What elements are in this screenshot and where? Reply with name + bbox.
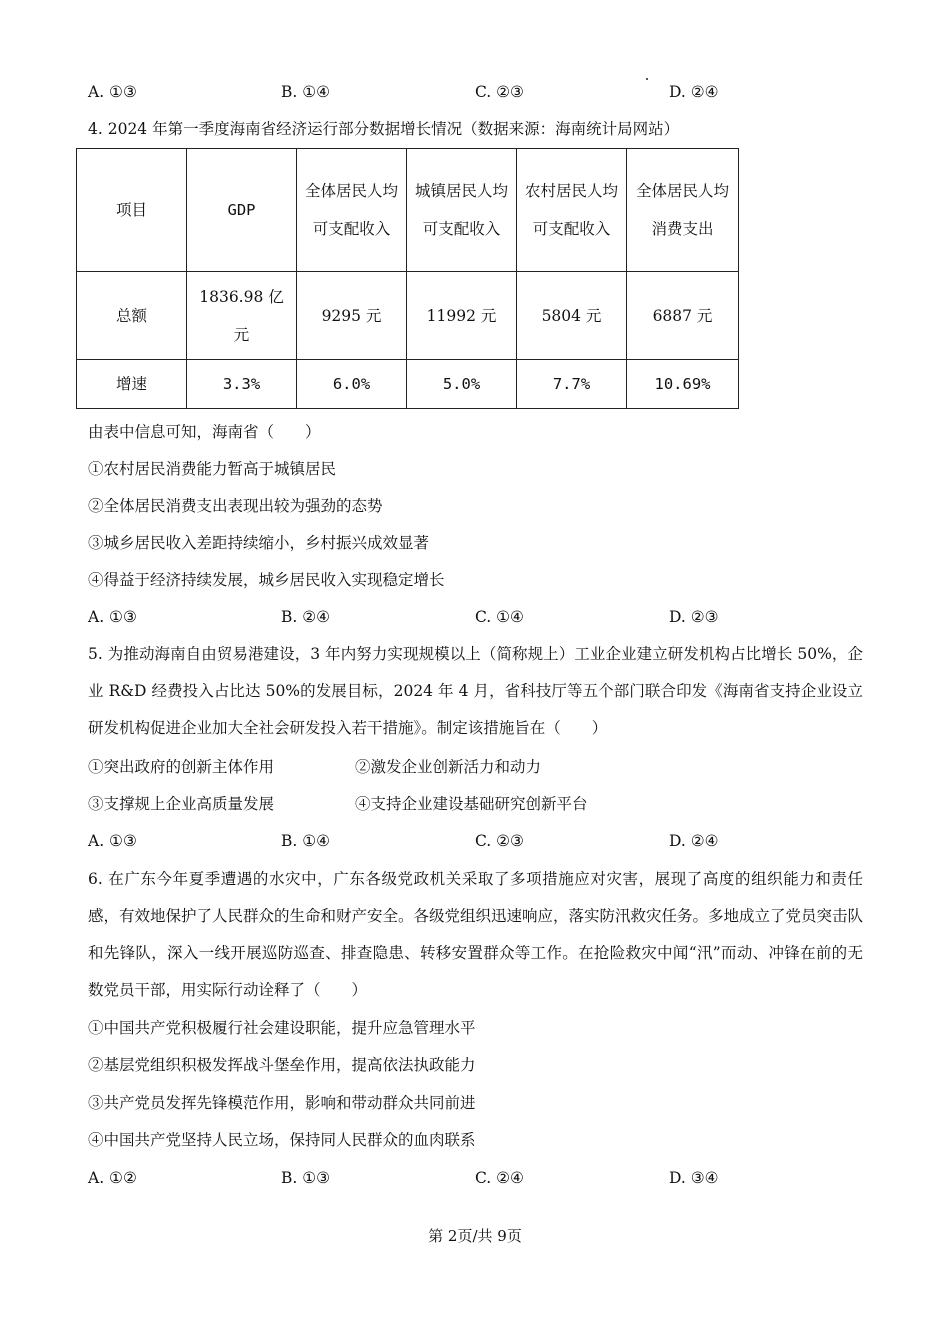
q3-option-a: A. ①③ bbox=[88, 83, 137, 101]
q6-option-b: B. ①③ bbox=[281, 1169, 331, 1187]
q4-statement-2: ②全体居民消费支出表现出较为强劲的态势 bbox=[88, 497, 383, 515]
table-header-row bbox=[77, 149, 739, 272]
q4-option-a: A. ①③ bbox=[88, 608, 137, 626]
q4-option-c: C. ①④ bbox=[475, 608, 524, 626]
header-all-income: 全体居民人均可支配收入 bbox=[297, 149, 407, 272]
q3-option-c: C. ②③ bbox=[475, 83, 524, 101]
q6-options bbox=[88, 1168, 888, 1188]
q3-option-d: D. ②④ bbox=[669, 83, 719, 101]
cell-total-label: 总额 bbox=[77, 272, 187, 360]
stray-dot bbox=[646, 78, 648, 80]
header-rural-income: 农村居民人均可支配收入 bbox=[517, 149, 627, 272]
header-gdp: GDP bbox=[187, 149, 297, 272]
q4-data-table bbox=[76, 148, 739, 409]
cell-growth-urban-income: 5.0% bbox=[407, 360, 517, 409]
q4-options bbox=[88, 607, 888, 627]
cell-total-urban-income: 11992 元 bbox=[407, 272, 517, 360]
q4-stem: 由表中信息可知，海南省（ ） bbox=[88, 423, 321, 441]
cell-total-gdp: 1836.98 亿元 bbox=[187, 272, 297, 360]
q6-option-c: C. ②④ bbox=[475, 1169, 524, 1187]
q5-option-a: A. ①③ bbox=[88, 832, 137, 850]
q6-option-d: D. ③④ bbox=[669, 1169, 719, 1187]
table-row-growth bbox=[77, 360, 739, 409]
q5-statement-1: ①突出政府的创新主体作用 bbox=[88, 758, 275, 776]
q5-statement-4: ④支持企业建设基础研究创新平台 bbox=[355, 795, 588, 813]
cell-growth-gdp: 3.3% bbox=[187, 360, 297, 409]
q3-option-b: B. ①④ bbox=[281, 83, 331, 101]
cell-total-consumption: 6887 元 bbox=[627, 272, 739, 360]
q4-statement-3: ③城乡居民收入差距持续缩小，乡村振兴成效显著 bbox=[88, 534, 430, 552]
q6-stem: 6. 在广东今年夏季遭遇的水灾中，广东各级党政机关采取了多项措施应对灾害，展现了高度的组织能力和责任感，有效地保护了人民群众的生命和财产安全。各级党组织迅速响应，落实防汛救灾任务。多地成立了党员突击队和先锋队，深入一线开展巡防巡查、排查隐患、转移安置群众等工作。在抢险救灾中闻“汛”而动、冲锋在前的无数党员干部，用实际行动诠释了（ ） bbox=[88, 870, 864, 999]
header-item: 项目 bbox=[77, 149, 187, 272]
cell-growth-rural-income: 7.7% bbox=[517, 360, 627, 409]
q3-options bbox=[88, 82, 888, 102]
q5-options bbox=[88, 831, 888, 851]
q4-option-d: D. ②③ bbox=[669, 608, 719, 626]
q6-statement-2: ②基层党组织积极发挥战斗堡垒作用，提高依法执政能力 bbox=[88, 1056, 476, 1074]
cell-growth-consumption: 10.69% bbox=[627, 360, 739, 409]
cell-total-all-income: 9295 元 bbox=[297, 272, 407, 360]
cell-growth-label: 增速 bbox=[77, 360, 187, 409]
cell-growth-all-income: 6.0% bbox=[297, 360, 407, 409]
header-consumption: 全体居民人均消费支出 bbox=[627, 149, 739, 272]
cell-total-rural-income: 5804 元 bbox=[517, 272, 627, 360]
q6-statement-1: ①中国共产党积极履行社会建设职能，提升应急管理水平 bbox=[88, 1019, 476, 1037]
table-row-total bbox=[77, 272, 739, 360]
q6-statement-4: ④中国共产党坚持人民立场，保持同人民群众的血肉联系 bbox=[88, 1131, 476, 1149]
q4-statement-4: ④得益于经济持续发展，城乡居民收入实现稳定增长 bbox=[88, 571, 445, 589]
q6-option-a: A. ①② bbox=[88, 1169, 137, 1187]
q4-option-b: B. ②④ bbox=[281, 608, 331, 626]
q5-option-b: B. ①④ bbox=[281, 832, 331, 850]
q5-statement-3: ③支撑规上企业高质量发展 bbox=[88, 795, 275, 813]
q4-statement-1: ①农村居民消费能力暂高于城镇居民 bbox=[88, 460, 337, 478]
q4-title: 4. 2024 年第一季度海南省经济运行部分数据增长情况（数据来源：海南统计局网站） bbox=[88, 120, 680, 138]
q5-option-c: C. ②③ bbox=[475, 832, 524, 850]
q5-stem: 5. 为推动海南自由贸易港建设，3 年内努力实现规模以上（简称规上）工业企业建立研发机构占比增长 50%，企业 R&D 经费投入占比达 50%的发展目标，2024 年 4 月，省科技厅等五个部门联合印发《海南省支持企业设立研发机构促进企业加大全社会研发投入若干措施》。制定该措施旨在（ ） bbox=[88, 645, 863, 737]
page-footer: 第 2页/共 9页 bbox=[428, 1227, 522, 1245]
q5-option-d: D. ②④ bbox=[669, 832, 719, 850]
q5-statement-2: ②激发企业创新活力和动力 bbox=[355, 758, 542, 776]
header-urban-income: 城镇居民人均可支配收入 bbox=[407, 149, 517, 272]
q6-statement-3: ③共产党员发挥先锋模范作用，影响和带动群众共同前进 bbox=[88, 1094, 476, 1112]
